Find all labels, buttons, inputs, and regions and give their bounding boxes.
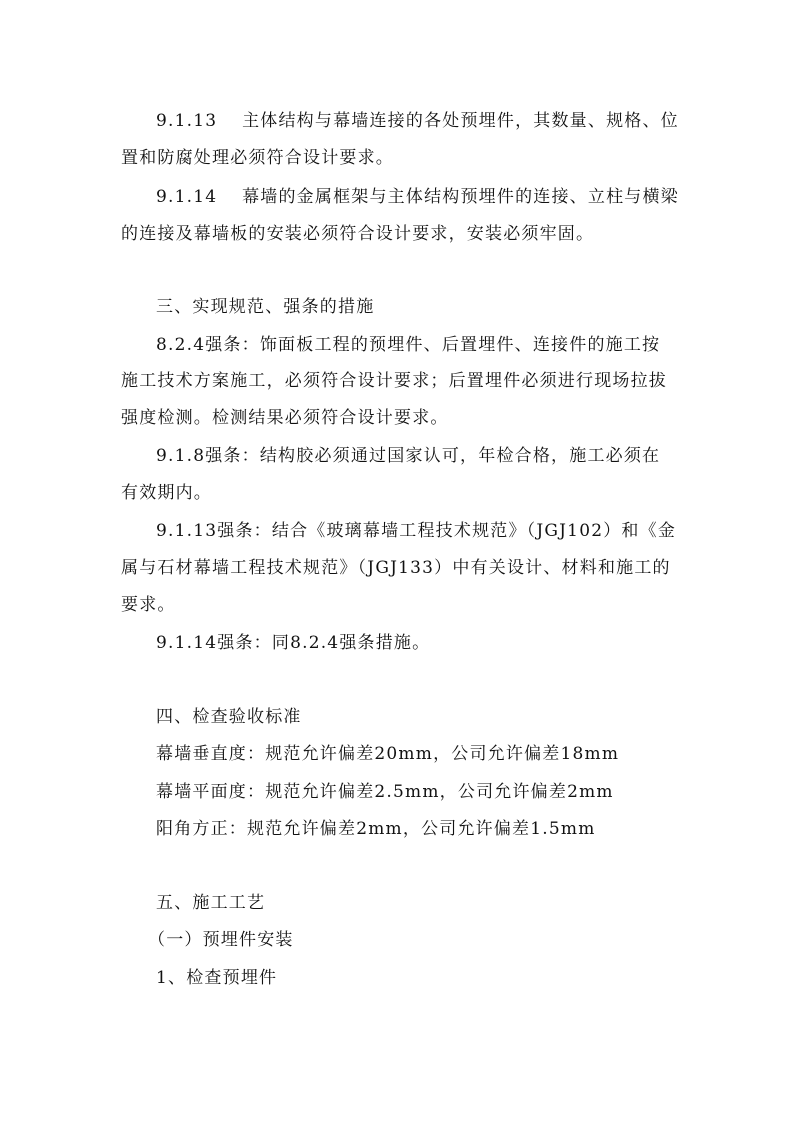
measure-9-1-13-line-3: 要求。 xyxy=(121,595,176,615)
section-heading-3: 三、实现规范、强条的措施 xyxy=(156,297,375,317)
measure-9-1-8-line-1: 9.1.8强条：结构胶必须通过国家认可，年检合格，施工必须在 xyxy=(156,446,661,466)
subsection-heading-1: （一）预埋件安装 xyxy=(148,930,294,950)
measure-8-2-4-line-2: 施工技术方案施工，必须符合设计要求；后置埋件必须进行现场拉拔 xyxy=(121,371,667,391)
section-heading-4: 四、检查验收标准 xyxy=(156,707,302,727)
tolerance-verticality: 幕墙垂直度：规范允许偏差20mm，公司允许偏差18mm xyxy=(156,744,620,764)
measure-9-1-13-line-2: 属与石材幕墙工程技术规范》（JGJ133）中有关设计、材料和施工的 xyxy=(121,558,671,578)
clause-9-1-14-line-2: 的连接及幕墙板的安装必须符合设计要求，安装必须牢固。 xyxy=(121,224,595,244)
tolerance-flatness: 幕墙平面度：规范允许偏差2.5mm，公司允许偏差2mm xyxy=(156,782,614,802)
measure-8-2-4-line-1: 8.2.4强条：饰面板工程的预埋件、后置埋件、连接件的施工按 xyxy=(156,335,661,355)
measure-9-1-8-line-2: 有效期内。 xyxy=(121,483,212,503)
tolerance-corner-square: 阳角方正：规范允许偏差2mm，公司允许偏差1.5mm xyxy=(156,819,596,839)
clause-9-1-13-line-2: 置和防腐处理必须符合设计要求。 xyxy=(121,148,394,168)
step-heading-1: 1、检查预埋件 xyxy=(156,968,278,988)
measure-9-1-14: 9.1.14强条：同8.2.4强条措施。 xyxy=(156,633,431,653)
section-heading-5: 五、施工工艺 xyxy=(156,893,266,913)
measure-8-2-4-line-3: 强度检测。检测结果必须符合设计要求。 xyxy=(121,408,449,428)
measure-9-1-13-line-1: 9.1.13强条：结合《玻璃幕墙工程技术规范》（JGJ102）和《金 xyxy=(156,521,677,541)
clause-9-1-14-line-1: 9.1.14 幕墙的金属框架与主体结构预埋件的连接、立柱与横梁 xyxy=(156,187,679,207)
clause-9-1-13-line-1: 9.1.13 主体结构与幕墙连接的各处预埋件，其数量、规格、位 xyxy=(156,111,679,131)
